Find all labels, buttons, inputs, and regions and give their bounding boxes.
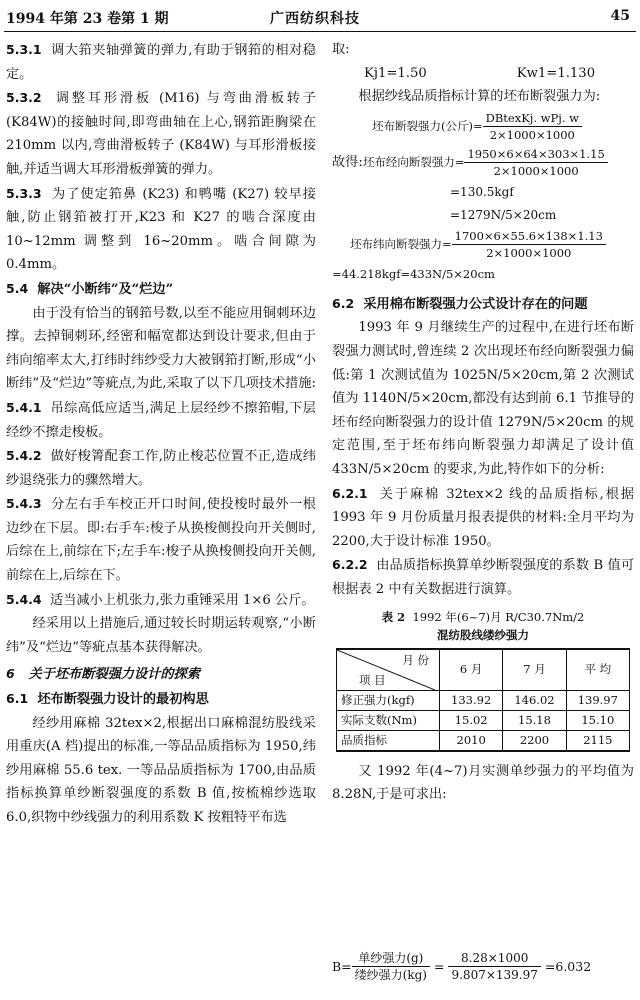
kw1-value: Kw1=1.130 — [516, 65, 596, 81]
fraction: $\frac{\text{DBtexKj. wPj. w}}{2\times 1000\times 1000}$ — [483, 110, 582, 143]
paragraph-again: 又 1992 年(4~7)月实测单纱强力的平均值为 8.28N,于是可求出: — [332, 763, 634, 803]
paragraph-take: 取: — [332, 42, 350, 57]
paragraph-6-1: 经纱用麻棉 32tex×2,根据出口麻棉混纺股线采用重庆(A 档)提出的标准,一等品品质指标为 1950,纬纱用麻棉 55.6 tex. 一等品品质指标为 1700,由品质指标换算单纱断裂强度的系数 B 值,按梳棉纱选取 6.0,织物中纱线强力的利用系数 K 按粗特平布选 — [6, 715, 316, 825]
row-label: 修正强力(kgf) — [337, 690, 440, 710]
table-cell: 146.02 — [503, 690, 566, 710]
paragraph-5-4-3: 5.4.3 分左右手车校正开口时间,使投梭时最外一根边纱在下层。即:右手车:梭子从换梭侧投向开关侧时,后综在上,前综在下;左手车:梭子从换梭侧投向开关侧,前综在上,后综在下。 — [6, 496, 316, 584]
paragraph-result: 经采用以上措施后,通过较长时期运转观察,“小断纬”及“烂边”等疵点基本获得解决。 — [6, 616, 316, 655]
table-cell: 15.18 — [503, 710, 566, 730]
page-header — [0, 0, 640, 34]
weft-result: =44.218kgf=433N/5×20cm — [332, 266, 495, 281]
fraction: $\frac{8.28\times 1000}{9.807\times 139.97}$ — [448, 950, 540, 983]
table-cell: 133.92 — [440, 690, 503, 710]
table-row — [337, 730, 630, 751]
fraction: $\frac{1950\times 6\times 64\times 303\times 1.15}{2\times 1000\times 1000}$ — [464, 146, 607, 179]
paragraph-6-2-2: 6.2.2 由品质指标换算单纱断裂强度的系数 B 值可根据表 2 中有关数据进行演算。 — [332, 557, 635, 597]
formula-general: 坯布断裂强力(公斤)= $\frac{\text{DBtexKj. wPj. w}}{2\times 1000\times 1000}$ — [332, 109, 634, 145]
paragraph-5-4-1: 5.4.1 吊综高低应适当,满足上层经纱不擦筘帽,下层经纱不擦走梭板。 — [6, 399, 316, 440]
column-header: 平 均 — [566, 649, 629, 691]
table-cell: 2115 — [566, 730, 629, 751]
warp-result-kgf: =130.5kgf — [450, 184, 514, 199]
paragraph-calc: 根据纱线品质指标计算的坯布断裂强力为: — [358, 89, 601, 105]
table-cell: 2200 — [503, 730, 566, 751]
column-header: 7 月 — [503, 649, 566, 691]
paragraph-5-4-4: 5.4.4 适当减小上机张力,张力重锤采用 1×6 公斤。 — [6, 591, 315, 608]
section-heading-6-2: 6.2 采用棉布断裂强力公式设计存在的问题 — [332, 295, 588, 312]
paragraph-6-2: 1993 年 9 月继续生产的过程中,在进行坯布断裂强力测试时,曾连续 2 次出现坯布经向断裂强力偏低:第 1 次测试值为 1025N/5×20cm,第 2 次测试值为 1140N/5×20cm,都没有达到前 6.1 节推导的坯布经向断裂强力的设计值 1279N/5×20cm 的规定范围,至于坯布纬向断裂强力却满足了设计值 433N/5×20cm 的要求,为此,特作如下的分析: — [332, 320, 634, 477]
table-corner-cell: 月 份 项 目 — [337, 649, 440, 691]
paragraph-5-4-2: 5.4.2 做好梭箐配套工作,防止梭芯位置不正,造成纬纱退绕张力的骤然增大。 — [6, 448, 316, 488]
table-caption: 表 2 1992 年(6~7)月 R/C30.7Nm/2 混纺股线缕纱强力 — [381, 609, 585, 642]
section-heading-6-1: 6.1 坯布断裂强力设计的最初构思 — [6, 691, 209, 708]
table-row — [337, 690, 630, 710]
page-number: 45 — [610, 8, 630, 24]
paragraph-5-3-2: 5.3.2 调整耳形滑板 (M16) 与弯曲滑板转子(K84W)的接触时间,即弯曲轴在上心,钢筘距胸梁在 210mm 以内,弯曲滑板转子 (K84W) 与耳形滑板接触,并适当调大耳形滑板弹簧的弹力。 — [6, 90, 316, 177]
formula-weft: 坯布纬向断裂强力= $\frac{1700\times 6\times 55.6\times 138\times 1.13}{2\times 1000\times 1000}$ — [332, 227, 634, 263]
table-cell: 139.97 — [566, 690, 629, 710]
row-label: 品质指标 — [337, 730, 440, 751]
paragraph-5-3-1: 5.3.1 调大筘夹轴弹簧的弹力,有助于钢筘的相对稳定。 — [6, 42, 316, 82]
header-rule — [4, 31, 636, 32]
table-cell: 15.10 — [566, 710, 629, 730]
journal-issue: 1994 年第 23 卷第 1 期 — [6, 11, 169, 27]
formula-b: B= $\frac{\text{单纱强力(g)}}{\text{缕纱强力(kg)}}$ = $\frac{8.28\times 1000}{9.807\times 139.97}$ =6.032 — [332, 951, 592, 982]
row-label: 实际支数(Nm) — [337, 710, 440, 730]
data-table — [336, 648, 630, 752]
section-heading-5-4: 5.4 解决“小断纬”及“烂边” — [6, 280, 174, 297]
table-header-row — [337, 649, 630, 691]
paragraph-6-2-1: 6.2.1 关于麻棉 32tex×2 线的品质指标,根据 1993 年 9 月份质量月报表提供的材料:全月平均为 2200,大于设计标准 1950。 — [332, 485, 634, 549]
right-column — [332, 38, 634, 807]
column-header: 6 月 — [440, 649, 503, 691]
table-cell: 2010 — [440, 730, 503, 751]
journal-name: 广西纺织科技 — [270, 11, 360, 27]
kj1-value: Kj1=1.50 — [364, 65, 427, 81]
warp-result-n: =1279N/5×20cm — [450, 207, 557, 222]
section-heading-6: 6 关于坯布断裂强力设计的探索 — [6, 666, 200, 683]
paragraph-5-4: 由于没有恰当的钢筘号数,以至不能应用铜刺环边撑。去掉铜刺环,经密和幅宽都达到设计要求,但由于纬向缩率太大,打纬时纬纱受力大被钢筘打断,形成“小断纬”及“烂边”等疵点,为此,采取了以下几项技术措施: — [6, 305, 316, 392]
formula-warp: 故得: 坯布经向断裂强力= $\frac{1950\times 6\times 64\times 303\times 1.15}{2\times 1000\times 1000}$ — [332, 145, 634, 181]
table-row — [337, 710, 630, 730]
table-cell: 15.02 — [440, 710, 503, 730]
paragraph-5-3-3: 5.3.3 为了使定筘鼻 (K23) 和鸭嘴 (K27) 较早接触,防止钢筘被打开,K23 和 K27 的啮合深度由 10~12mm 调整到 16~20mm。啮合间隙为 0.4mm。 — [6, 185, 316, 273]
coefficient-row — [332, 62, 634, 86]
fraction: $\frac{1700\times 6\times 55.6\times 138\times 1.13}{2\times 1000\times 1000}$ — [452, 228, 606, 261]
fraction: $\frac{\text{单纱强力(g)}}{\text{缕纱强力(kg)}}$ — [352, 950, 430, 983]
b-result: =6.032 — [544, 959, 592, 974]
left-column — [6, 38, 316, 830]
